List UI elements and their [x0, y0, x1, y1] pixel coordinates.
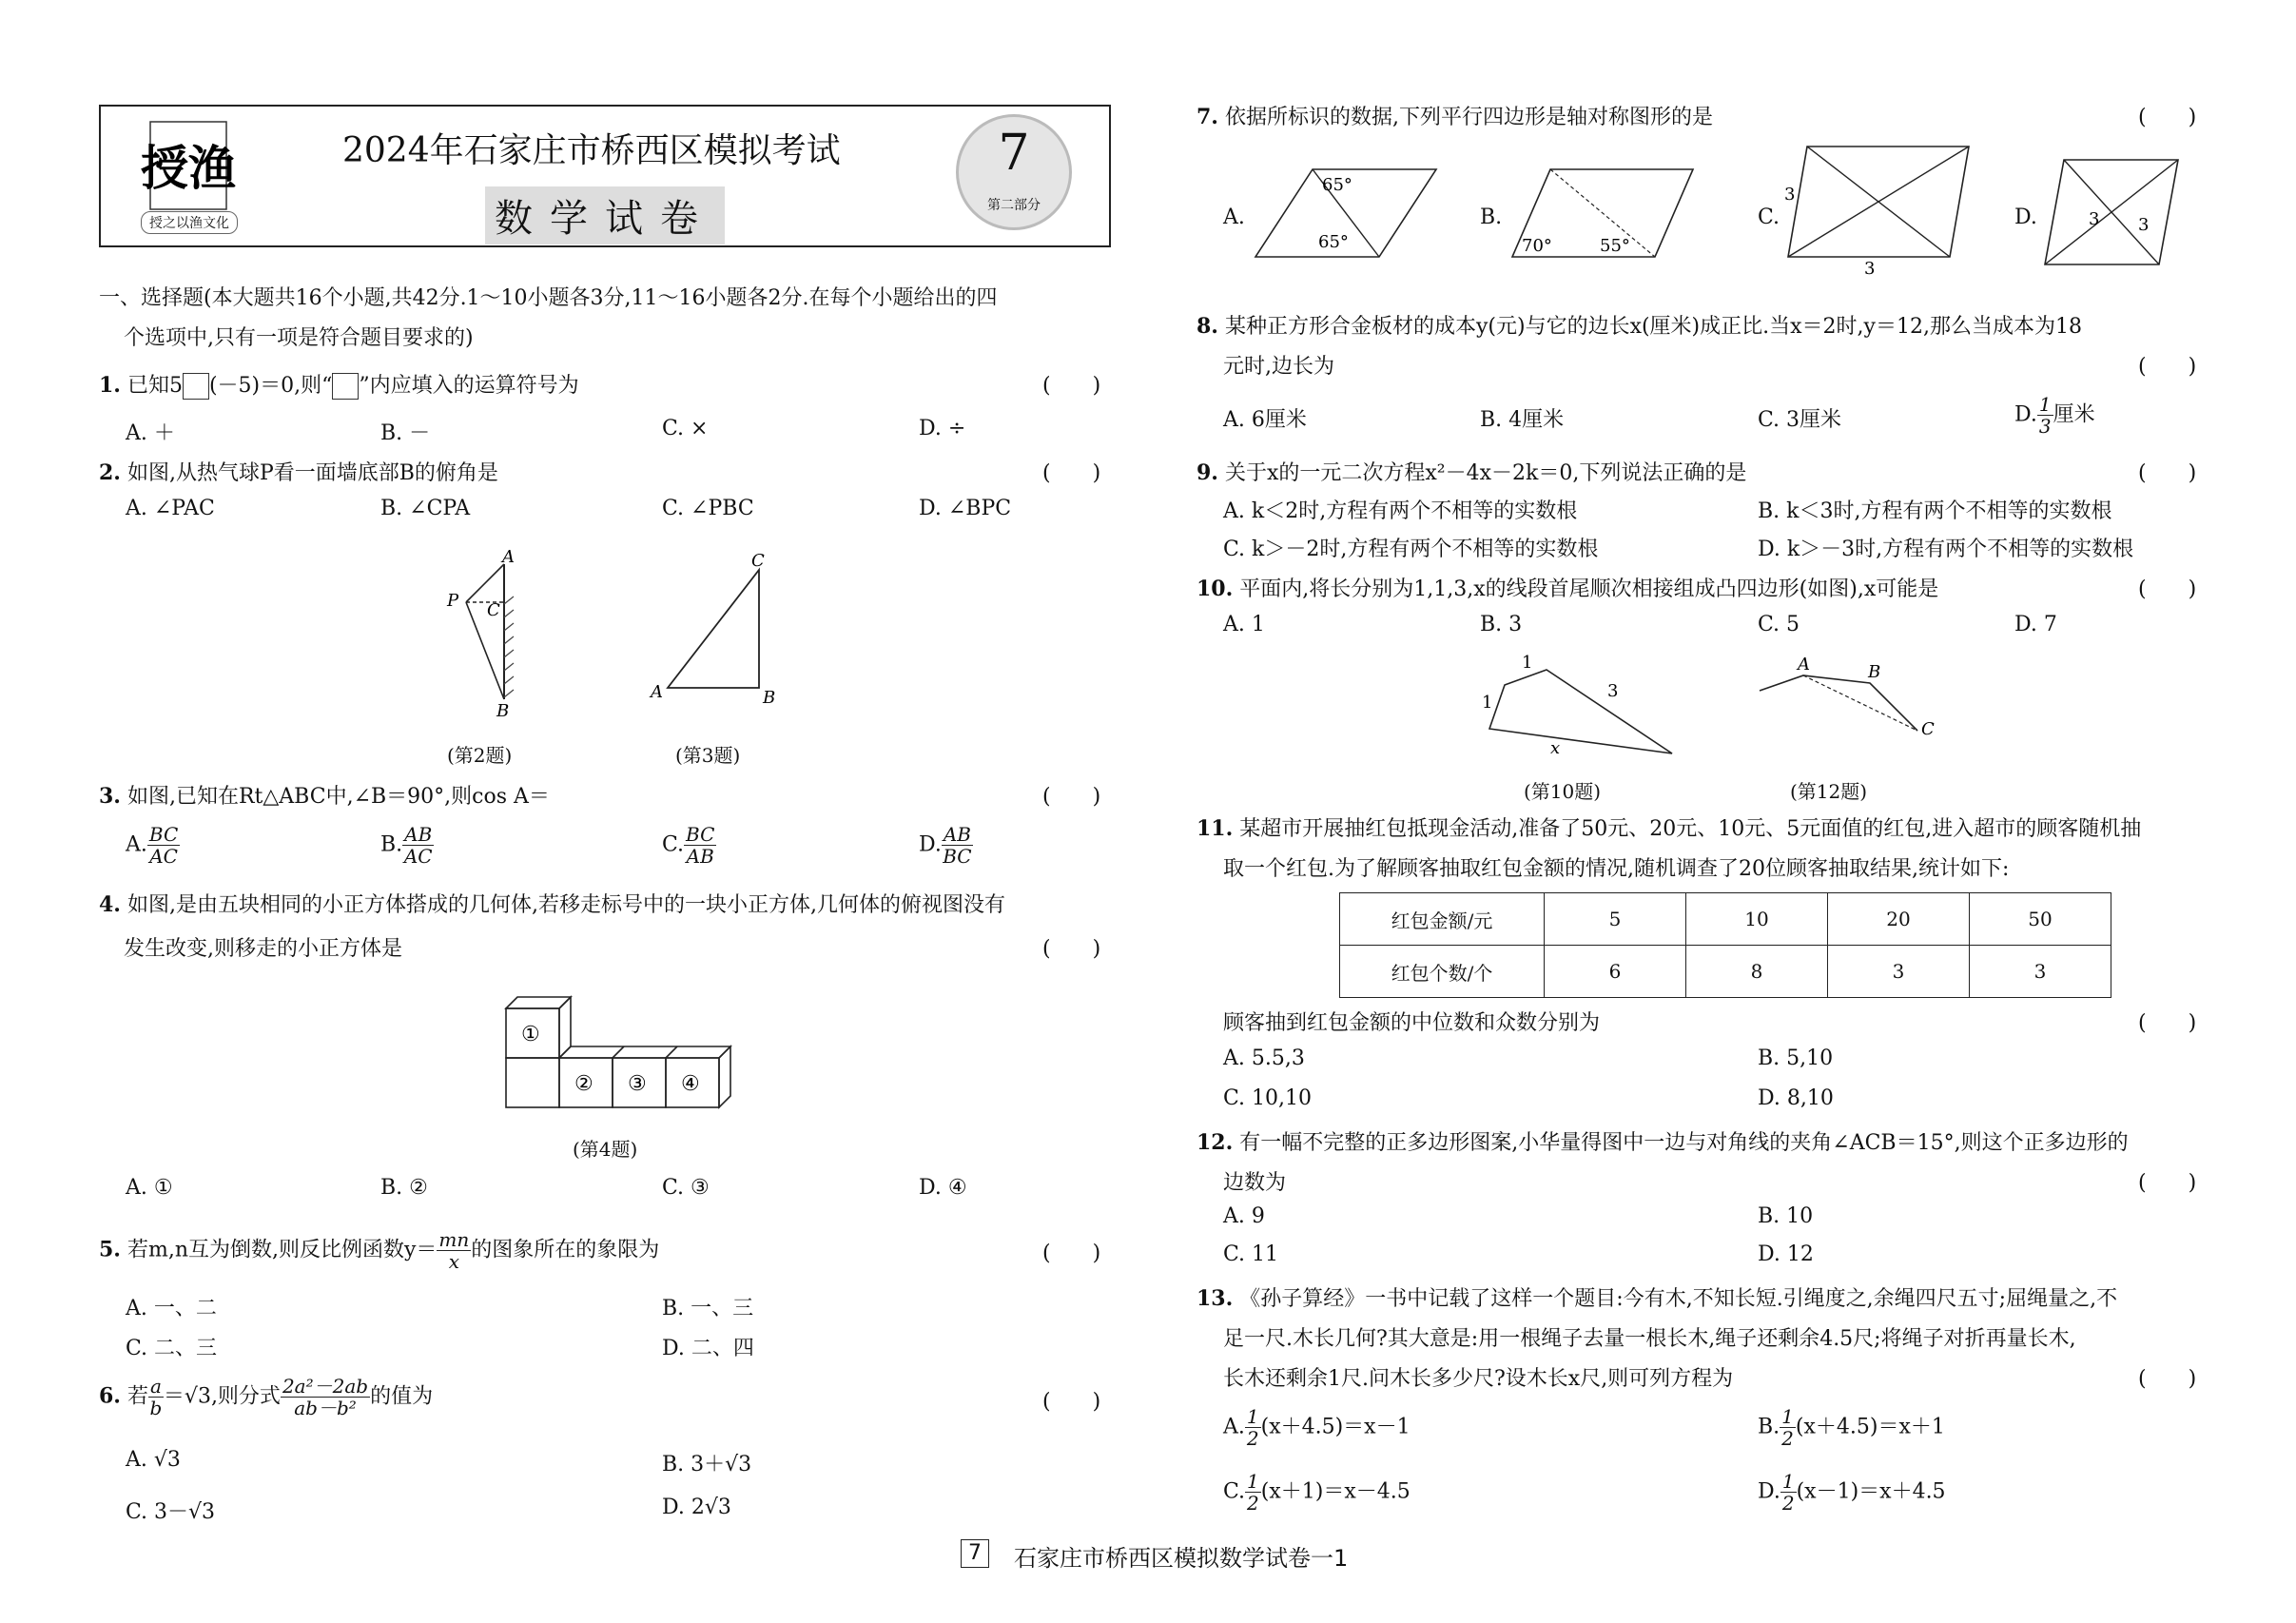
fig3-label-b: B — [763, 688, 776, 708]
q8-option-a[interactable]: A. 6厘米 — [1223, 408, 1307, 432]
q7-option-a[interactable]: A. — [1223, 205, 1245, 229]
q5-number: 5. — [99, 1237, 121, 1262]
fig2-diagram — [438, 547, 561, 718]
q13-c-half-den: 2 — [1247, 1492, 1259, 1515]
q2-text: 如图,从热气球P看一面墙底部B的俯角是 — [126, 461, 498, 485]
q3-c-num: BC — [686, 823, 715, 846]
q13-d-expr: (x－1)＝x＋4.5 — [1796, 1479, 1946, 1504]
section-instructions-2: 个选项中,只有一项是符合题目要求的) — [124, 326, 474, 350]
q6-frac1-num: a — [149, 1375, 162, 1398]
q13-stem-3: 长木还剩余1尺.问木长多少尺?设木长x尺,则可列方程为 — [1223, 1367, 1734, 1391]
q1-box-2 — [332, 373, 359, 400]
q7-figure-b — [1503, 162, 1703, 266]
q13-option-d[interactable] — [1758, 1471, 1946, 1514]
q13-a-letter: A. — [1223, 1415, 1245, 1439]
q1-number: 1. — [99, 373, 121, 398]
q4-answer-paren[interactable]: ( ) — [1042, 937, 1101, 961]
table-cell: 20 — [1828, 893, 1970, 946]
q13-option-c[interactable] — [1223, 1471, 1411, 1514]
q1-option-b[interactable]: B. － — [380, 421, 431, 445]
q4-option-a[interactable]: A. ① — [126, 1176, 173, 1200]
q8-stem-2: 元时,边长为 — [1223, 355, 1334, 379]
q13-a-expr: (x＋4.5)＝x－1 — [1260, 1415, 1411, 1439]
q9-option-a[interactable]: A. k＜2时,方程有两个不相等的实数根 — [1223, 499, 1578, 523]
q13-b-letter: B. — [1758, 1415, 1780, 1439]
q4-stem-2: 发生改变,则移走的小正方体是 — [124, 937, 402, 961]
q6-frac1-den: b — [149, 1397, 163, 1419]
q7-answer-paren[interactable]: ( ) — [2138, 106, 2197, 129]
q7-d-seg-2: 3 — [2138, 215, 2150, 235]
q8-answer-paren[interactable]: ( ) — [2138, 355, 2197, 379]
q10-option-d[interactable]: D. 7 — [2014, 613, 2057, 636]
q13-number: 13. — [1197, 1286, 1234, 1311]
q13-answer-paren[interactable]: ( ) — [2138, 1367, 2197, 1391]
fig4-cube-1: ① — [521, 1023, 540, 1046]
q8-option-b[interactable]: B. 4厘米 — [1480, 408, 1565, 432]
q2-option-b[interactable]: B. ∠CPA — [380, 497, 471, 520]
fig4-cube-2: ② — [574, 1072, 593, 1096]
q3-text: 如图,已知在Rt△ABC中,∠B＝90°,则cos A＝ — [126, 785, 550, 809]
q1-answer-paren[interactable]: ( ) — [1042, 374, 1101, 398]
svg-text:授渔: 授渔 — [141, 140, 236, 196]
q10-number: 10. — [1197, 577, 1234, 601]
table-cell: 5 — [1545, 893, 1686, 946]
q4-option-d[interactable]: D. ④ — [919, 1176, 967, 1200]
q11-number: 11. — [1197, 816, 1234, 841]
fig2-label-a: A — [502, 547, 515, 567]
q2-number: 2. — [99, 460, 121, 485]
q13-text-1: 《孙子算经》一书中记载了这样一个题目:今有木,不知长短.引绳度之,余绳四尺五寸;屈绳量之,不 — [1239, 1287, 2118, 1311]
q9-answer-paren[interactable]: ( ) — [2138, 461, 2197, 485]
table-cell: 3 — [1970, 946, 2111, 998]
fig4-caption: (第4题) — [573, 1138, 638, 1161]
exam-subtitle: 数学试卷 — [485, 186, 725, 244]
q13-option-a[interactable] — [1223, 1406, 1411, 1449]
q13-d-letter: D. — [1758, 1479, 1780, 1504]
exam-title: 2024年石家庄市桥西区模拟考试 — [342, 131, 841, 170]
q3-answer-paren[interactable]: ( ) — [1042, 785, 1101, 809]
q3-d-num: AB — [943, 823, 971, 846]
q3-number: 3. — [99, 784, 121, 809]
q3-a-num: BC — [148, 823, 179, 846]
q11-stem-1 — [1197, 812, 2141, 842]
q8-text-1: 某种正方形合金板材的成本y(元)与它的边长x(厘米)成正比.当x＝2时,y＝12,那么当成本为18 — [1224, 315, 2082, 339]
q2-stem — [99, 457, 498, 486]
q3-option-b[interactable] — [380, 824, 434, 867]
q6-pre: 若 — [126, 1384, 148, 1409]
q7-b-angle-2: 55° — [1600, 236, 1630, 256]
q11-option-d[interactable]: D. 8,10 — [1758, 1086, 1834, 1110]
q12-option-d[interactable]: D. 12 — [1758, 1242, 1814, 1266]
q13-option-b[interactable] — [1758, 1406, 1945, 1449]
q7-a-angle-1: 65° — [1322, 175, 1352, 195]
q13-b-expr: (x＋4.5)＝x＋1 — [1795, 1415, 1945, 1439]
q5-option-a[interactable]: A. 一、二 — [126, 1297, 217, 1320]
q1-pre: 已知5 — [126, 374, 183, 398]
fig4-cube-3: ③ — [628, 1072, 647, 1096]
q4-text-1: 如图,是由五块相同的小正方体搭成的几何体,若移走标号中的一块小正方体,几何体的俯视图没有 — [126, 893, 1005, 917]
q7-figure-a — [1246, 162, 1446, 266]
q5-pre: 若m,n互为倒数,则反比例函数y＝ — [126, 1238, 438, 1262]
fig12-caption: (第12题) — [1790, 780, 1868, 803]
q6-frac2-num: 2a²－2ab — [282, 1375, 369, 1398]
q9-number: 9. — [1197, 460, 1218, 485]
q6-frac2-den: ab－b² — [294, 1397, 357, 1419]
q7-c-side-2: 3 — [1864, 259, 1876, 276]
q12-stem-1 — [1197, 1126, 2129, 1156]
q5-frac-den: x — [448, 1250, 459, 1273]
q4-option-b[interactable]: B. ② — [380, 1176, 428, 1200]
q1-post: ”内应填入的运算符号为 — [359, 374, 579, 398]
q7-a-angle-2: 65° — [1318, 232, 1349, 252]
q11-stem-3: 顾客抽到红包金额的中位数和众数分别为 — [1223, 1011, 1601, 1035]
table-cell: 6 — [1545, 946, 1686, 998]
q3-stem — [99, 780, 550, 810]
table-cell: 红包个数/个 — [1340, 946, 1545, 998]
q7-stem — [1197, 101, 1713, 130]
q2-option-d[interactable]: D. ∠BPC — [919, 497, 1012, 520]
q7-text: 依据所标识的数据,下列平行四边形是轴对称图形的是 — [1224, 106, 1713, 129]
q7-number: 7. — [1197, 105, 1218, 129]
q7-option-c[interactable]: C. — [1758, 205, 1780, 229]
q10-option-c[interactable]: C. 5 — [1758, 613, 1800, 636]
q8-d-letter: D. — [2014, 402, 2037, 427]
q3-d-letter: D. — [919, 832, 942, 857]
q4-stem-1 — [99, 889, 1005, 918]
q13-b-half-den: 2 — [1781, 1427, 1794, 1450]
q6-option-b[interactable]: B. 3＋√3 — [662, 1453, 752, 1476]
q6-option-c[interactable]: C. 3－√3 — [126, 1500, 216, 1524]
q8-option-d[interactable] — [2014, 394, 2095, 437]
q2-option-c[interactable]: C. ∠PBC — [662, 497, 754, 520]
q2-option-a[interactable]: A. ∠PAC — [126, 497, 215, 520]
q3-c-den: AB — [686, 845, 714, 868]
q9-option-b[interactable]: B. k＜3时,方程有两个不相等的实数根 — [1758, 499, 2112, 523]
q3-b-num: AB — [404, 823, 433, 846]
q9-option-d[interactable]: D. k＞－3时,方程有两个不相等的实数根 — [1758, 538, 2134, 561]
fig3-label-a: A — [651, 682, 663, 702]
q11-table — [1339, 892, 2111, 998]
table-cell: 3 — [1828, 946, 1970, 998]
q8-option-c[interactable]: C. 3厘米 — [1758, 408, 1842, 432]
q11-stem-2: 取一个红包.为了解顾客抽取红包金额的情况,随机调查了20位顾客抽取结果,统计如下: — [1223, 857, 2010, 881]
fig10-side-1a: 1 — [1482, 693, 1493, 713]
q5-option-c[interactable]: C. 二、三 — [126, 1337, 218, 1360]
q3-a-letter: A. — [126, 832, 147, 857]
q1-option-d[interactable]: D. ÷ — [919, 417, 966, 440]
q8-stem-1 — [1197, 310, 2082, 340]
table-row — [1340, 893, 2111, 946]
q13-d-half-num: 1 — [1781, 1470, 1795, 1493]
q6-mid: ＝√3,则分式 — [163, 1384, 281, 1409]
q9-stem — [1197, 457, 1746, 486]
fig2-label-b: B — [496, 701, 510, 718]
q8-d-unit: 厘米 — [2053, 402, 2095, 427]
q1-option-a[interactable]: A. ＋ — [126, 421, 175, 445]
q3-c-letter: C. — [662, 832, 685, 857]
q10-stem — [1197, 573, 1938, 602]
fig12-label-a: A — [1798, 655, 1810, 675]
q12-option-a[interactable]: A. 9 — [1223, 1204, 1265, 1228]
q5-post: 的图象所在的象限为 — [471, 1238, 660, 1262]
table-cell: 10 — [1686, 893, 1828, 946]
fig4-cube-4: ④ — [681, 1072, 700, 1096]
q6-number: 6. — [99, 1383, 121, 1409]
q12-option-c[interactable]: C. 11 — [1223, 1242, 1279, 1266]
badge-sub: 第二部分 — [987, 198, 1041, 213]
q7-figure-d — [2035, 152, 2188, 276]
q5-option-d[interactable]: D. 二、四 — [662, 1337, 754, 1360]
badge-number: 7 — [998, 125, 1030, 182]
fig3-label-c: C — [751, 551, 765, 571]
q13-a-half-den: 2 — [1246, 1427, 1259, 1450]
fig12-label-b: B — [1868, 662, 1881, 682]
q13-b-half-num: 1 — [1781, 1405, 1794, 1428]
q11-text-1: 某超市开展抽红包抵现金活动,准备了50元、20元、10元、5元面值的红包,进入超市的顾客随机抽 — [1239, 817, 2142, 841]
q1-stem — [99, 369, 579, 400]
fig2-label-p: P — [447, 591, 459, 611]
q10-answer-paren[interactable]: ( ) — [2138, 577, 2197, 601]
q10-option-b[interactable]: B. 3 — [1480, 613, 1523, 636]
q7-c-side-1: 3 — [1784, 185, 1796, 205]
q7-d-seg-1: 3 — [2089, 209, 2100, 229]
q4-option-c[interactable]: C. ③ — [662, 1176, 710, 1200]
section-instructions-1: 一、选择题(本大题共16个小题,共42分.1～10小题各3分,11～16小题各2分.在每个小题给出的四 — [99, 286, 998, 310]
q1-box-1 — [183, 373, 209, 400]
q3-b-letter: B. — [380, 832, 403, 857]
q3-option-a[interactable] — [126, 824, 180, 867]
q5-stem — [99, 1229, 659, 1272]
fig12-label-c: C — [1921, 719, 1935, 739]
table-row — [1340, 946, 2111, 998]
q11-option-c[interactable]: C. 10,10 — [1223, 1086, 1313, 1110]
table-cell: 8 — [1686, 946, 1828, 998]
fig12-diagram — [1750, 653, 1940, 757]
q3-b-den: AC — [403, 845, 433, 868]
part-badge — [956, 114, 1072, 230]
q7-option-b[interactable]: B. — [1480, 205, 1503, 229]
q7-b-angle-1: 70° — [1522, 236, 1552, 256]
q13-c-expr: (x＋1)＝x－4.5 — [1260, 1479, 1411, 1504]
q10-option-a[interactable]: A. 1 — [1223, 613, 1265, 636]
q6-option-a[interactable]: A. √3 — [126, 1448, 181, 1472]
q11-option-b[interactable]: B. 5,10 — [1758, 1046, 1834, 1070]
q6-option-d[interactable]: D. 2√3 — [662, 1496, 731, 1519]
q7-figure-c — [1779, 143, 1988, 276]
q13-stem-1 — [1197, 1282, 2117, 1312]
q13-d-half-den: 2 — [1781, 1492, 1795, 1515]
q3-option-d[interactable] — [919, 824, 973, 867]
fig2-caption: (第2题) — [447, 744, 513, 767]
q9-option-c[interactable]: C. k＞－2时,方程有两个不相等的实数根 — [1223, 538, 1599, 561]
q13-stem-2: 足一尺.木长几何?其大意是:用一根绳子去量一根长木,绳子还剩余4.5尺;将绳子对折再量长木, — [1223, 1327, 2076, 1351]
fig10-diagram — [1465, 647, 1683, 761]
q2-answer-paren[interactable]: ( ) — [1042, 461, 1101, 485]
q13-c-letter: C. — [1223, 1479, 1246, 1504]
q8-number: 8. — [1197, 314, 1218, 339]
footer-page-box: 7 — [961, 1539, 989, 1568]
q11-option-a[interactable]: A. 5.5,3 — [1223, 1046, 1305, 1070]
q13-c-half-num: 1 — [1247, 1470, 1259, 1493]
q3-a-den: AC — [149, 845, 178, 868]
table-cell: 50 — [1970, 893, 2111, 946]
q6-post: 的值为 — [370, 1384, 434, 1409]
q4-number: 4. — [99, 892, 121, 917]
fig3-diagram — [647, 547, 789, 718]
q5-answer-paren[interactable]: ( ) — [1042, 1242, 1101, 1265]
fig10-side-x: x — [1550, 738, 1561, 758]
q3-option-c[interactable] — [662, 824, 716, 867]
q3-d-den: BC — [943, 845, 972, 868]
fig3-caption: (第3题) — [675, 744, 741, 767]
fig10-side-1b: 1 — [1522, 653, 1533, 673]
q8-d-num: 1 — [2038, 393, 2052, 416]
q12-stem-2: 边数为 — [1223, 1171, 1287, 1195]
q12-number: 12. — [1197, 1130, 1234, 1155]
fig10-caption: (第10题) — [1524, 780, 1602, 803]
q12-option-b[interactable]: B. 10 — [1758, 1204, 1814, 1228]
brand-label: 授之以渔文化 — [141, 211, 238, 234]
q1-mid: (－5)＝0,则“ — [208, 374, 333, 398]
q6-stem — [99, 1376, 433, 1418]
table-cell: 红包金额/元 — [1340, 893, 1545, 946]
q1-option-c[interactable]: C. × — [662, 417, 709, 440]
footer-title: 石家庄市桥西区模拟数学试卷一1 — [1014, 1545, 1349, 1572]
q10-text: 平面内,将长分别为1,1,3,x的线段首尾顺次相接组成凸四边形(如图),x可能是 — [1239, 577, 1939, 601]
q8-d-den: 3 — [2038, 415, 2052, 438]
q5-frac-num: mn — [438, 1228, 470, 1251]
q12-text-1: 有一幅不完整的正多边形图案,小华量得图中一边与对角线的夹角∠ACB＝15°,则这个正多边形的 — [1239, 1131, 2129, 1155]
q12-answer-paren[interactable]: ( ) — [2138, 1171, 2197, 1195]
q11-answer-paren[interactable]: ( ) — [2138, 1011, 2197, 1035]
q5-option-b[interactable]: B. 一、三 — [662, 1297, 754, 1320]
fig10-side-3: 3 — [1607, 681, 1619, 701]
q13-a-half-num: 1 — [1246, 1405, 1259, 1428]
q9-text: 关于x的一元二次方程x²－4x－2k＝0,下列说法正确的是 — [1224, 461, 1747, 485]
fig4-diagram — [495, 980, 751, 1113]
q7-option-d[interactable]: D. — [2014, 205, 2037, 229]
q6-answer-paren[interactable]: ( ) — [1042, 1390, 1101, 1414]
fig2-label-c: C — [487, 600, 500, 620]
